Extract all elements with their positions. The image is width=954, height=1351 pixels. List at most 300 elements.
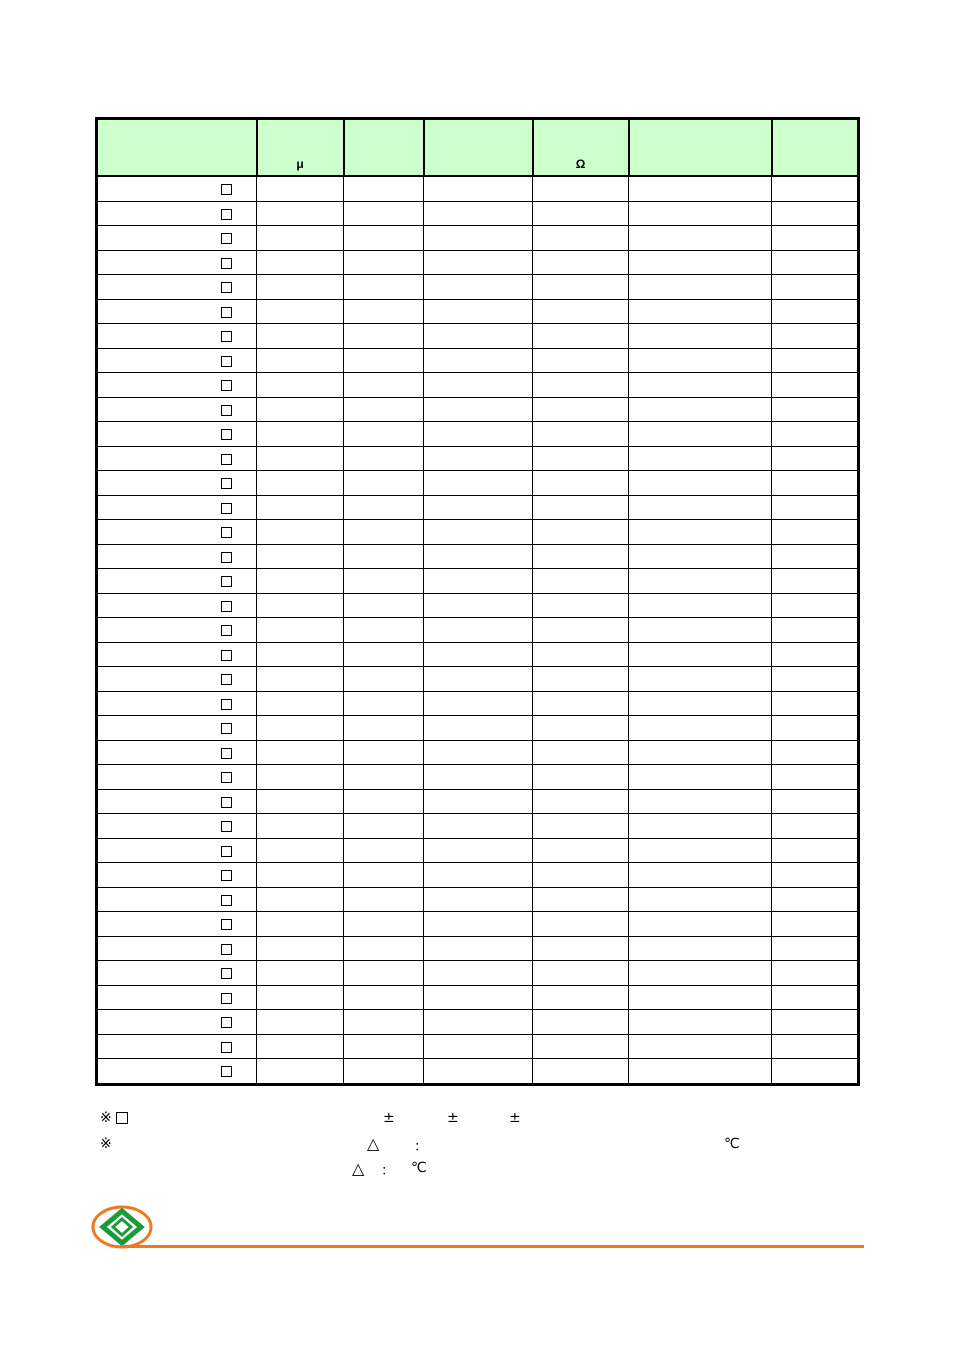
table-cell	[772, 618, 859, 643]
table-cell	[629, 226, 772, 251]
table-cell	[344, 691, 424, 716]
table-cell	[344, 863, 424, 888]
table-row	[97, 814, 859, 839]
checkbox-icon	[221, 821, 232, 832]
checkbox-icon	[221, 1017, 232, 1028]
table-cell	[424, 593, 533, 618]
table-cell	[772, 838, 859, 863]
table-cell	[772, 446, 859, 471]
table-cell	[344, 520, 424, 545]
checkbox-icon	[221, 258, 232, 269]
table-cell	[629, 789, 772, 814]
table-cell	[344, 250, 424, 275]
part-number-cell	[97, 618, 257, 643]
table-cell	[257, 1010, 344, 1035]
table-cell	[533, 1034, 629, 1059]
table-cell	[533, 814, 629, 839]
table-cell	[533, 348, 629, 373]
table-cell	[772, 226, 859, 251]
table-cell	[629, 961, 772, 986]
tolerance-symbol-3: ±	[509, 1110, 521, 1126]
reference-mark: ※	[100, 1110, 112, 1126]
checkbox-icon	[221, 846, 232, 857]
table-cell	[772, 789, 859, 814]
table-cell	[257, 250, 344, 275]
table-cell	[344, 1010, 424, 1035]
table-row	[97, 275, 859, 300]
table-cell	[257, 691, 344, 716]
table-cell	[533, 863, 629, 888]
table-cell	[772, 912, 859, 937]
header-col-7	[772, 119, 859, 177]
table-cell	[424, 520, 533, 545]
table-cell	[533, 299, 629, 324]
table-cell	[344, 618, 424, 643]
table-cell	[257, 912, 344, 937]
table-cell	[772, 985, 859, 1010]
table-cell	[533, 1010, 629, 1035]
table-cell	[424, 716, 533, 741]
table-cell	[533, 250, 629, 275]
table-cell	[533, 716, 629, 741]
table-cell	[424, 985, 533, 1010]
table-cell	[533, 936, 629, 961]
table-body	[97, 176, 859, 1084]
checkbox-icon	[221, 993, 232, 1004]
table-cell	[344, 593, 424, 618]
table-cell	[257, 373, 344, 398]
part-number-cell	[97, 1059, 257, 1085]
table-cell	[257, 863, 344, 888]
table-cell	[772, 642, 859, 667]
table-cell	[344, 716, 424, 741]
table-row	[97, 618, 859, 643]
table-cell	[424, 936, 533, 961]
checkbox-icon	[221, 356, 232, 367]
table-cell	[629, 544, 772, 569]
checkbox-icon	[221, 944, 232, 955]
table-cell	[257, 471, 344, 496]
table-cell	[533, 740, 629, 765]
table-cell	[533, 373, 629, 398]
table-cell	[257, 936, 344, 961]
table-cell	[344, 1034, 424, 1059]
table-cell	[629, 1010, 772, 1035]
table-cell	[344, 1059, 424, 1085]
table-cell	[772, 373, 859, 398]
table-cell	[772, 863, 859, 888]
table-cell	[344, 299, 424, 324]
table-cell	[257, 422, 344, 447]
table-cell	[424, 814, 533, 839]
table-row	[97, 887, 859, 912]
table-cell	[424, 299, 533, 324]
table-cell	[629, 176, 772, 201]
table-cell	[772, 740, 859, 765]
part-number-cell	[97, 348, 257, 373]
checkbox-icon	[221, 601, 232, 612]
table-cell	[772, 397, 859, 422]
table-cell	[772, 593, 859, 618]
part-number-cell	[97, 1010, 257, 1035]
table-cell	[424, 176, 533, 201]
table-cell	[344, 397, 424, 422]
table-cell	[344, 789, 424, 814]
table-row	[97, 863, 859, 888]
table-cell	[344, 642, 424, 667]
table-cell	[424, 912, 533, 937]
table-cell	[533, 446, 629, 471]
table-cell	[772, 324, 859, 349]
table-cell	[344, 912, 424, 937]
checkbox-icon	[221, 797, 232, 808]
table-cell	[533, 495, 629, 520]
table-cell	[772, 348, 859, 373]
table-cell	[629, 446, 772, 471]
checkbox-icon	[221, 772, 232, 783]
table-cell	[344, 348, 424, 373]
table-cell	[257, 201, 344, 226]
table-cell	[533, 593, 629, 618]
table-cell	[257, 324, 344, 349]
table-cell	[772, 716, 859, 741]
table-cell	[629, 814, 772, 839]
part-number-cell	[97, 299, 257, 324]
table-cell	[629, 495, 772, 520]
table-row	[97, 201, 859, 226]
table-cell	[424, 691, 533, 716]
part-number-cell	[97, 544, 257, 569]
table-cell	[533, 912, 629, 937]
table-cell	[533, 471, 629, 496]
part-number-cell	[97, 569, 257, 594]
table-row	[97, 250, 859, 275]
checkbox-icon	[221, 895, 232, 906]
table-row	[97, 446, 859, 471]
part-number-cell	[97, 201, 257, 226]
table-cell	[772, 495, 859, 520]
table-cell	[533, 324, 629, 349]
table-cell	[344, 544, 424, 569]
table-row	[97, 765, 859, 790]
checkbox-icon	[221, 870, 232, 881]
checkbox-icon	[221, 527, 232, 538]
table-cell	[257, 226, 344, 251]
table-cell	[629, 863, 772, 888]
table-cell	[629, 201, 772, 226]
part-number-cell	[97, 397, 257, 422]
table-cell	[629, 324, 772, 349]
checkbox-icon	[221, 552, 232, 563]
table-cell	[772, 569, 859, 594]
table-cell	[344, 471, 424, 496]
table-cell	[344, 667, 424, 692]
part-number-cell	[97, 593, 257, 618]
table-cell	[424, 765, 533, 790]
table-cell	[533, 642, 629, 667]
part-number-cell	[97, 691, 257, 716]
reference-mark-2: ※	[100, 1136, 112, 1152]
checkbox-icon	[221, 380, 232, 391]
table-cell	[629, 642, 772, 667]
table-cell	[629, 912, 772, 937]
table-row	[97, 373, 859, 398]
table-cell	[344, 765, 424, 790]
table-cell	[424, 1010, 533, 1035]
table-cell	[257, 569, 344, 594]
checkbox-icon	[221, 968, 232, 979]
table-cell	[424, 201, 533, 226]
part-number-cell	[97, 1034, 257, 1059]
part-number-cell	[97, 863, 257, 888]
colon-text-2: ：	[381, 1163, 395, 1179]
table-cell	[424, 544, 533, 569]
checkbox-icon	[221, 307, 232, 318]
tolerance-symbol-1: ±	[383, 1110, 395, 1126]
table-cell	[772, 936, 859, 961]
table-cell	[257, 1034, 344, 1059]
table-cell	[257, 275, 344, 300]
part-number-cell	[97, 226, 257, 251]
checkbox-icon	[221, 1066, 232, 1077]
part-number-cell	[97, 667, 257, 692]
table-cell	[424, 569, 533, 594]
table-cell	[424, 250, 533, 275]
table-cell	[257, 348, 344, 373]
table-cell	[344, 176, 424, 201]
table-row	[97, 667, 859, 692]
part-number-cell	[97, 495, 257, 520]
table-row	[97, 324, 859, 349]
checkbox-icon	[221, 503, 232, 514]
table-cell	[629, 716, 772, 741]
table-cell	[533, 176, 629, 201]
table-row	[97, 176, 859, 201]
table-cell	[533, 226, 629, 251]
table-cell	[424, 1034, 533, 1059]
table-cell	[533, 569, 629, 594]
table-cell	[533, 887, 629, 912]
checkbox-icon	[221, 576, 232, 587]
table-cell	[772, 961, 859, 986]
table-row	[97, 838, 859, 863]
celsius-unit: ℃	[724, 1136, 740, 1152]
table-cell	[629, 520, 772, 545]
table-cell	[629, 593, 772, 618]
table-cell	[629, 838, 772, 863]
table-cell	[533, 201, 629, 226]
table-cell	[772, 1034, 859, 1059]
table-cell	[533, 422, 629, 447]
table-cell	[629, 985, 772, 1010]
table-cell	[629, 250, 772, 275]
table-cell	[772, 471, 859, 496]
table-cell	[257, 299, 344, 324]
table-cell	[772, 887, 859, 912]
table-cell	[257, 176, 344, 201]
part-number-cell	[97, 520, 257, 545]
table-cell	[424, 642, 533, 667]
table-cell	[424, 1059, 533, 1085]
table-row	[97, 520, 859, 545]
table-row	[97, 740, 859, 765]
table-cell	[257, 446, 344, 471]
table-cell	[772, 299, 859, 324]
part-number-cell	[97, 985, 257, 1010]
table-row	[97, 936, 859, 961]
spec-table	[95, 117, 860, 1086]
table-cell	[344, 275, 424, 300]
company-logo-icon	[91, 1205, 153, 1249]
table-cell	[424, 838, 533, 863]
table-row	[97, 471, 859, 496]
table-row	[97, 716, 859, 741]
checkbox-icon	[221, 1042, 232, 1053]
table-cell	[257, 961, 344, 986]
table-row	[97, 1010, 859, 1035]
table-cell	[629, 348, 772, 373]
table-cell	[257, 544, 344, 569]
table-cell	[533, 1059, 629, 1085]
table-cell	[344, 226, 424, 251]
part-number-cell	[97, 250, 257, 275]
table-cell	[344, 936, 424, 961]
table-cell	[424, 618, 533, 643]
table-cell	[533, 838, 629, 863]
table-cell	[533, 691, 629, 716]
table-cell	[257, 618, 344, 643]
table-cell	[772, 667, 859, 692]
table-row	[97, 348, 859, 373]
header-col-6	[629, 119, 772, 177]
part-number-cell	[97, 789, 257, 814]
table-cell	[424, 226, 533, 251]
table-cell	[629, 667, 772, 692]
table-row	[97, 1034, 859, 1059]
table-cell	[629, 373, 772, 398]
table-cell	[629, 569, 772, 594]
table-cell	[629, 275, 772, 300]
checkbox-icon	[221, 748, 232, 759]
table-cell	[629, 471, 772, 496]
table-cell	[257, 985, 344, 1010]
table-cell	[533, 544, 629, 569]
checkbox-icon	[221, 429, 232, 440]
celsius-unit-2: ℃	[411, 1160, 427, 1176]
part-number-cell	[97, 838, 257, 863]
table-row	[97, 961, 859, 986]
table-cell	[533, 275, 629, 300]
part-number-cell	[97, 912, 257, 937]
checkbox-icon	[221, 478, 232, 489]
table-cell	[424, 275, 533, 300]
table-cell	[344, 201, 424, 226]
table-row	[97, 1059, 859, 1085]
part-number-cell	[97, 324, 257, 349]
table-cell	[533, 667, 629, 692]
table-cell	[629, 299, 772, 324]
table-cell	[533, 520, 629, 545]
table-cell	[772, 1010, 859, 1035]
table-cell	[344, 569, 424, 594]
table-row	[97, 691, 859, 716]
table-cell	[424, 961, 533, 986]
table-cell	[344, 324, 424, 349]
checkbox-icon	[221, 233, 232, 244]
table-cell	[344, 985, 424, 1010]
checkbox-icon	[221, 331, 232, 342]
checkbox-icon	[221, 919, 232, 930]
part-number-cell	[97, 176, 257, 201]
table-cell	[257, 593, 344, 618]
table-cell	[424, 471, 533, 496]
table-cell	[533, 789, 629, 814]
part-number-cell	[97, 373, 257, 398]
table-cell	[344, 961, 424, 986]
colon-text: ：	[414, 1139, 428, 1155]
footer-rule	[120, 1245, 864, 1248]
table-cell	[629, 887, 772, 912]
table-cell	[772, 250, 859, 275]
table-cell	[533, 765, 629, 790]
table-cell	[424, 887, 533, 912]
table-cell	[424, 324, 533, 349]
checkbox-icon	[221, 184, 232, 195]
table-row	[97, 569, 859, 594]
checkbox-icon	[221, 723, 232, 734]
table-cell	[772, 691, 859, 716]
table-cell	[424, 667, 533, 692]
table-cell	[257, 642, 344, 667]
table-cell	[772, 201, 859, 226]
part-number-cell	[97, 446, 257, 471]
checkbox-icon	[221, 674, 232, 685]
table-cell	[533, 397, 629, 422]
table-row	[97, 226, 859, 251]
table-cell	[257, 814, 344, 839]
table-cell	[257, 1059, 344, 1085]
part-number-cell	[97, 814, 257, 839]
table-cell	[257, 789, 344, 814]
checkbox-icon	[221, 209, 232, 220]
part-number-cell	[97, 275, 257, 300]
table-cell	[424, 740, 533, 765]
table-row	[97, 422, 859, 447]
table-cell	[344, 740, 424, 765]
triangle-icon-2: △	[352, 1159, 365, 1178]
table-cell	[344, 422, 424, 447]
table-cell	[424, 495, 533, 520]
note-line-1	[100, 1110, 128, 1126]
header-col-4	[424, 119, 533, 177]
table-row	[97, 544, 859, 569]
table-row	[97, 789, 859, 814]
part-number-cell	[97, 936, 257, 961]
table-cell	[344, 838, 424, 863]
part-number-cell	[97, 471, 257, 496]
table-cell	[257, 838, 344, 863]
table-cell	[424, 348, 533, 373]
table-row	[97, 397, 859, 422]
table-cell	[533, 985, 629, 1010]
part-number-cell	[97, 740, 257, 765]
table-cell	[533, 961, 629, 986]
table-row	[97, 985, 859, 1010]
table-header-row	[97, 119, 859, 177]
table-cell	[344, 814, 424, 839]
part-number-cell	[97, 765, 257, 790]
table-cell	[772, 814, 859, 839]
